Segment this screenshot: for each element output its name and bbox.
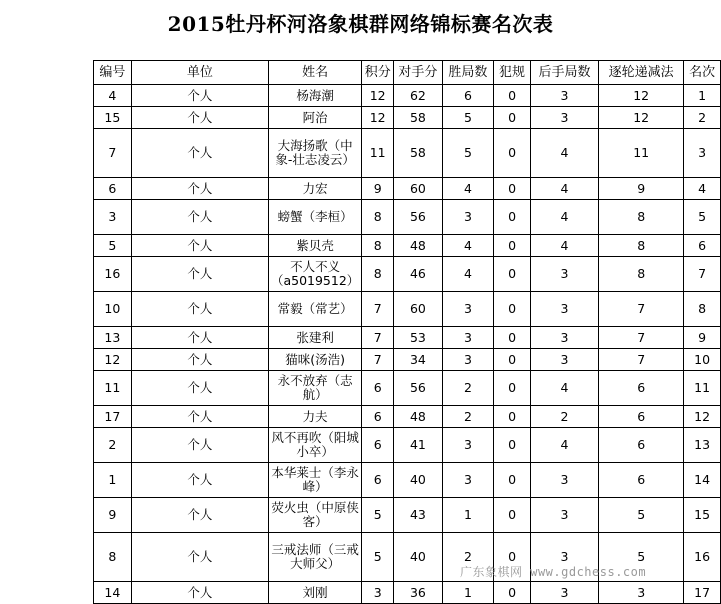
cell-name: 杨海潮 xyxy=(268,85,361,107)
cell-points: 7 xyxy=(362,327,394,349)
cell-id: 3 xyxy=(94,200,132,235)
cell-points: 7 xyxy=(362,292,394,327)
cell-wins: 3 xyxy=(442,292,494,327)
cell-unit: 个人 xyxy=(131,406,268,428)
cell-rank: 5 xyxy=(684,200,721,235)
cell-rank: 15 xyxy=(684,498,721,533)
cell-rank: 1 xyxy=(684,85,721,107)
cell-name: 不人不义（a5019512） xyxy=(268,257,361,292)
cell-progressive: 9 xyxy=(599,178,684,200)
cell-opp-score: 40 xyxy=(394,463,443,498)
cell-id: 10 xyxy=(94,292,132,327)
table-row xyxy=(94,406,721,428)
cell-black-games: 3 xyxy=(530,292,598,327)
cell-black-games: 3 xyxy=(530,498,598,533)
cell-id: 11 xyxy=(94,371,132,406)
cell-wins: 3 xyxy=(442,463,494,498)
cell-wins: 3 xyxy=(442,200,494,235)
cell-progressive: 8 xyxy=(599,257,684,292)
cell-name: 本华莱士（李永峰） xyxy=(268,463,361,498)
cell-fouls: 0 xyxy=(494,349,531,371)
cell-fouls: 0 xyxy=(494,582,531,604)
cell-progressive: 7 xyxy=(599,327,684,349)
site-watermark: 广东象棋网 www.gdchess.com xyxy=(460,565,647,579)
cell-wins: 5 xyxy=(442,129,494,178)
cell-fouls: 0 xyxy=(494,235,531,257)
cell-rank: 10 xyxy=(684,349,721,371)
cell-name: 常毅（常艺） xyxy=(268,292,361,327)
cell-black-games: 4 xyxy=(530,235,598,257)
cell-fouls: 0 xyxy=(494,292,531,327)
cell-id: 12 xyxy=(94,349,132,371)
cell-unit: 个人 xyxy=(131,463,268,498)
table-row xyxy=(94,235,721,257)
cell-points: 8 xyxy=(362,235,394,257)
cell-fouls: 0 xyxy=(494,257,531,292)
cell-id: 15 xyxy=(94,107,132,129)
cell-points: 12 xyxy=(362,107,394,129)
table-row xyxy=(94,292,721,327)
header-row xyxy=(94,61,721,85)
cell-unit: 个人 xyxy=(131,107,268,129)
table-row xyxy=(94,85,721,107)
cell-wins: 3 xyxy=(442,428,494,463)
cell-points: 6 xyxy=(362,406,394,428)
cell-wins: 5 xyxy=(442,107,494,129)
cell-id: 4 xyxy=(94,85,132,107)
cell-unit: 个人 xyxy=(131,292,268,327)
cell-points: 6 xyxy=(362,428,394,463)
cell-black-games: 3 xyxy=(530,349,598,371)
cell-name: 刘刚 xyxy=(268,582,361,604)
cell-black-games: 2 xyxy=(530,406,598,428)
header-fouls: 犯规 xyxy=(494,61,531,85)
cell-unit: 个人 xyxy=(131,533,268,582)
cell-fouls: 0 xyxy=(494,200,531,235)
cell-rank: 7 xyxy=(684,257,721,292)
cell-opp-score: 40 xyxy=(394,533,443,582)
cell-unit: 个人 xyxy=(131,178,268,200)
cell-rank: 6 xyxy=(684,235,721,257)
cell-progressive: 3 xyxy=(599,582,684,604)
cell-points: 9 xyxy=(362,178,394,200)
cell-black-games: 4 xyxy=(530,428,598,463)
table-row xyxy=(94,582,721,604)
cell-progressive: 12 xyxy=(599,85,684,107)
cell-opp-score: 34 xyxy=(394,349,443,371)
cell-opp-score: 36 xyxy=(394,582,443,604)
cell-opp-score: 56 xyxy=(394,371,443,406)
cell-fouls: 0 xyxy=(494,498,531,533)
header-progressive: 逐轮递减法 xyxy=(599,61,684,85)
cell-rank: 3 xyxy=(684,129,721,178)
cell-unit: 个人 xyxy=(131,428,268,463)
cell-progressive: 12 xyxy=(599,107,684,129)
cell-name: 风不再吹（阳城小卒） xyxy=(268,428,361,463)
cell-id: 6 xyxy=(94,178,132,200)
cell-rank: 16 xyxy=(684,533,721,582)
cell-points: 8 xyxy=(362,257,394,292)
cell-fouls: 0 xyxy=(494,107,531,129)
table-row xyxy=(94,178,721,200)
ranking-table xyxy=(93,60,721,604)
table-row xyxy=(94,129,721,178)
cell-black-games: 3 xyxy=(530,107,598,129)
cell-wins: 2 xyxy=(442,533,494,582)
cell-name: 张建利 xyxy=(268,327,361,349)
cell-id: 16 xyxy=(94,257,132,292)
cell-name: 猫咪(汤浩) xyxy=(268,349,361,371)
header-points: 积分 xyxy=(362,61,394,85)
cell-points: 5 xyxy=(362,498,394,533)
cell-unit: 个人 xyxy=(131,129,268,178)
cell-black-games: 4 xyxy=(530,178,598,200)
header-opp-score: 对手分 xyxy=(394,61,443,85)
cell-black-games: 3 xyxy=(530,463,598,498)
cell-unit: 个人 xyxy=(131,582,268,604)
cell-rank: 11 xyxy=(684,371,721,406)
table-row xyxy=(94,349,721,371)
cell-opp-score: 58 xyxy=(394,129,443,178)
cell-points: 3 xyxy=(362,582,394,604)
header-id: 编号 xyxy=(94,61,132,85)
cell-fouls: 0 xyxy=(494,428,531,463)
cell-unit: 个人 xyxy=(131,327,268,349)
cell-wins: 4 xyxy=(442,235,494,257)
cell-unit: 个人 xyxy=(131,371,268,406)
cell-points: 7 xyxy=(362,349,394,371)
cell-fouls: 0 xyxy=(494,371,531,406)
cell-name: 力夫 xyxy=(268,406,361,428)
cell-opp-score: 56 xyxy=(394,200,443,235)
cell-wins: 6 xyxy=(442,85,494,107)
cell-black-games: 3 xyxy=(530,582,598,604)
cell-black-games: 3 xyxy=(530,327,598,349)
cell-opp-score: 41 xyxy=(394,428,443,463)
cell-black-games: 4 xyxy=(530,371,598,406)
cell-progressive: 6 xyxy=(599,463,684,498)
table-row xyxy=(94,428,721,463)
cell-unit: 个人 xyxy=(131,200,268,235)
cell-id: 2 xyxy=(94,428,132,463)
cell-wins: 2 xyxy=(442,371,494,406)
cell-progressive: 6 xyxy=(599,428,684,463)
cell-unit: 个人 xyxy=(131,349,268,371)
header-rank: 名次 xyxy=(684,61,721,85)
cell-progressive: 6 xyxy=(599,406,684,428)
cell-id: 13 xyxy=(94,327,132,349)
cell-name: 三戒法师（三戒大师父） xyxy=(268,533,361,582)
cell-id: 17 xyxy=(94,406,132,428)
cell-id: 9 xyxy=(94,498,132,533)
cell-points: 12 xyxy=(362,85,394,107)
cell-opp-score: 48 xyxy=(394,406,443,428)
cell-unit: 个人 xyxy=(131,235,268,257)
cell-opp-score: 53 xyxy=(394,327,443,349)
cell-wins: 1 xyxy=(442,498,494,533)
cell-black-games: 4 xyxy=(530,200,598,235)
cell-progressive: 5 xyxy=(599,498,684,533)
cell-progressive: 8 xyxy=(599,200,684,235)
cell-points: 8 xyxy=(362,200,394,235)
cell-progressive: 6 xyxy=(599,371,684,406)
cell-points: 11 xyxy=(362,129,394,178)
cell-name: 螃蟹（李桓） xyxy=(268,200,361,235)
cell-rank: 12 xyxy=(684,406,721,428)
cell-progressive: 8 xyxy=(599,235,684,257)
cell-wins: 4 xyxy=(442,178,494,200)
table-row xyxy=(94,498,721,533)
cell-opp-score: 58 xyxy=(394,107,443,129)
cell-rank: 17 xyxy=(684,582,721,604)
cell-wins: 4 xyxy=(442,257,494,292)
table-row xyxy=(94,371,721,406)
cell-progressive: 7 xyxy=(599,292,684,327)
cell-rank: 4 xyxy=(684,178,721,200)
table-row xyxy=(94,107,721,129)
table-row xyxy=(94,327,721,349)
cell-fouls: 0 xyxy=(494,327,531,349)
cell-fouls: 0 xyxy=(494,85,531,107)
cell-opp-score: 62 xyxy=(394,85,443,107)
cell-opp-score: 46 xyxy=(394,257,443,292)
cell-unit: 个人 xyxy=(131,257,268,292)
cell-id: 14 xyxy=(94,582,132,604)
cell-rank: 8 xyxy=(684,292,721,327)
cell-fouls: 0 xyxy=(494,463,531,498)
cell-black-games: 3 xyxy=(530,257,598,292)
cell-fouls: 0 xyxy=(494,406,531,428)
table-row xyxy=(94,257,721,292)
cell-black-games: 3 xyxy=(530,533,598,582)
cell-fouls: 0 xyxy=(494,533,531,582)
header-name: 姓名 xyxy=(268,61,361,85)
cell-rank: 14 xyxy=(684,463,721,498)
cell-id: 7 xyxy=(94,129,132,178)
cell-id: 8 xyxy=(94,533,132,582)
cell-progressive: 11 xyxy=(599,129,684,178)
cell-name: 阿治 xyxy=(268,107,361,129)
cell-name: 大海扬歌（中象-壮志凌云） xyxy=(268,129,361,178)
cell-rank: 13 xyxy=(684,428,721,463)
table-row xyxy=(94,463,721,498)
cell-points: 6 xyxy=(362,371,394,406)
cell-wins: 3 xyxy=(442,327,494,349)
cell-name: 荧火虫（中原侠客） xyxy=(268,498,361,533)
header-wins: 胜局数 xyxy=(442,61,494,85)
cell-name: 紫贝壳 xyxy=(268,235,361,257)
header-unit: 单位 xyxy=(131,61,268,85)
cell-black-games: 3 xyxy=(530,85,598,107)
cell-opp-score: 60 xyxy=(394,178,443,200)
page-title: 2015牡丹杯河洛象棋群网络锦标赛名次表 xyxy=(167,12,554,36)
cell-fouls: 0 xyxy=(494,178,531,200)
cell-opp-score: 43 xyxy=(394,498,443,533)
cell-progressive: 7 xyxy=(599,349,684,371)
cell-progressive: 5 xyxy=(599,533,684,582)
cell-rank: 2 xyxy=(684,107,721,129)
cell-points: 5 xyxy=(362,533,394,582)
cell-name: 永不放弃（志航） xyxy=(268,371,361,406)
cell-opp-score: 60 xyxy=(394,292,443,327)
cell-name: 力宏 xyxy=(268,178,361,200)
table-row xyxy=(94,200,721,235)
header-black-games: 后手局数 xyxy=(530,61,598,85)
cell-unit: 个人 xyxy=(131,85,268,107)
cell-rank: 9 xyxy=(684,327,721,349)
cell-id: 5 xyxy=(94,235,132,257)
cell-opp-score: 48 xyxy=(394,235,443,257)
cell-black-games: 4 xyxy=(530,129,598,178)
cell-points: 6 xyxy=(362,463,394,498)
cell-fouls: 0 xyxy=(494,129,531,178)
cell-wins: 3 xyxy=(442,349,494,371)
cell-wins: 1 xyxy=(442,582,494,604)
cell-unit: 个人 xyxy=(131,498,268,533)
cell-id: 1 xyxy=(94,463,132,498)
cell-wins: 2 xyxy=(442,406,494,428)
